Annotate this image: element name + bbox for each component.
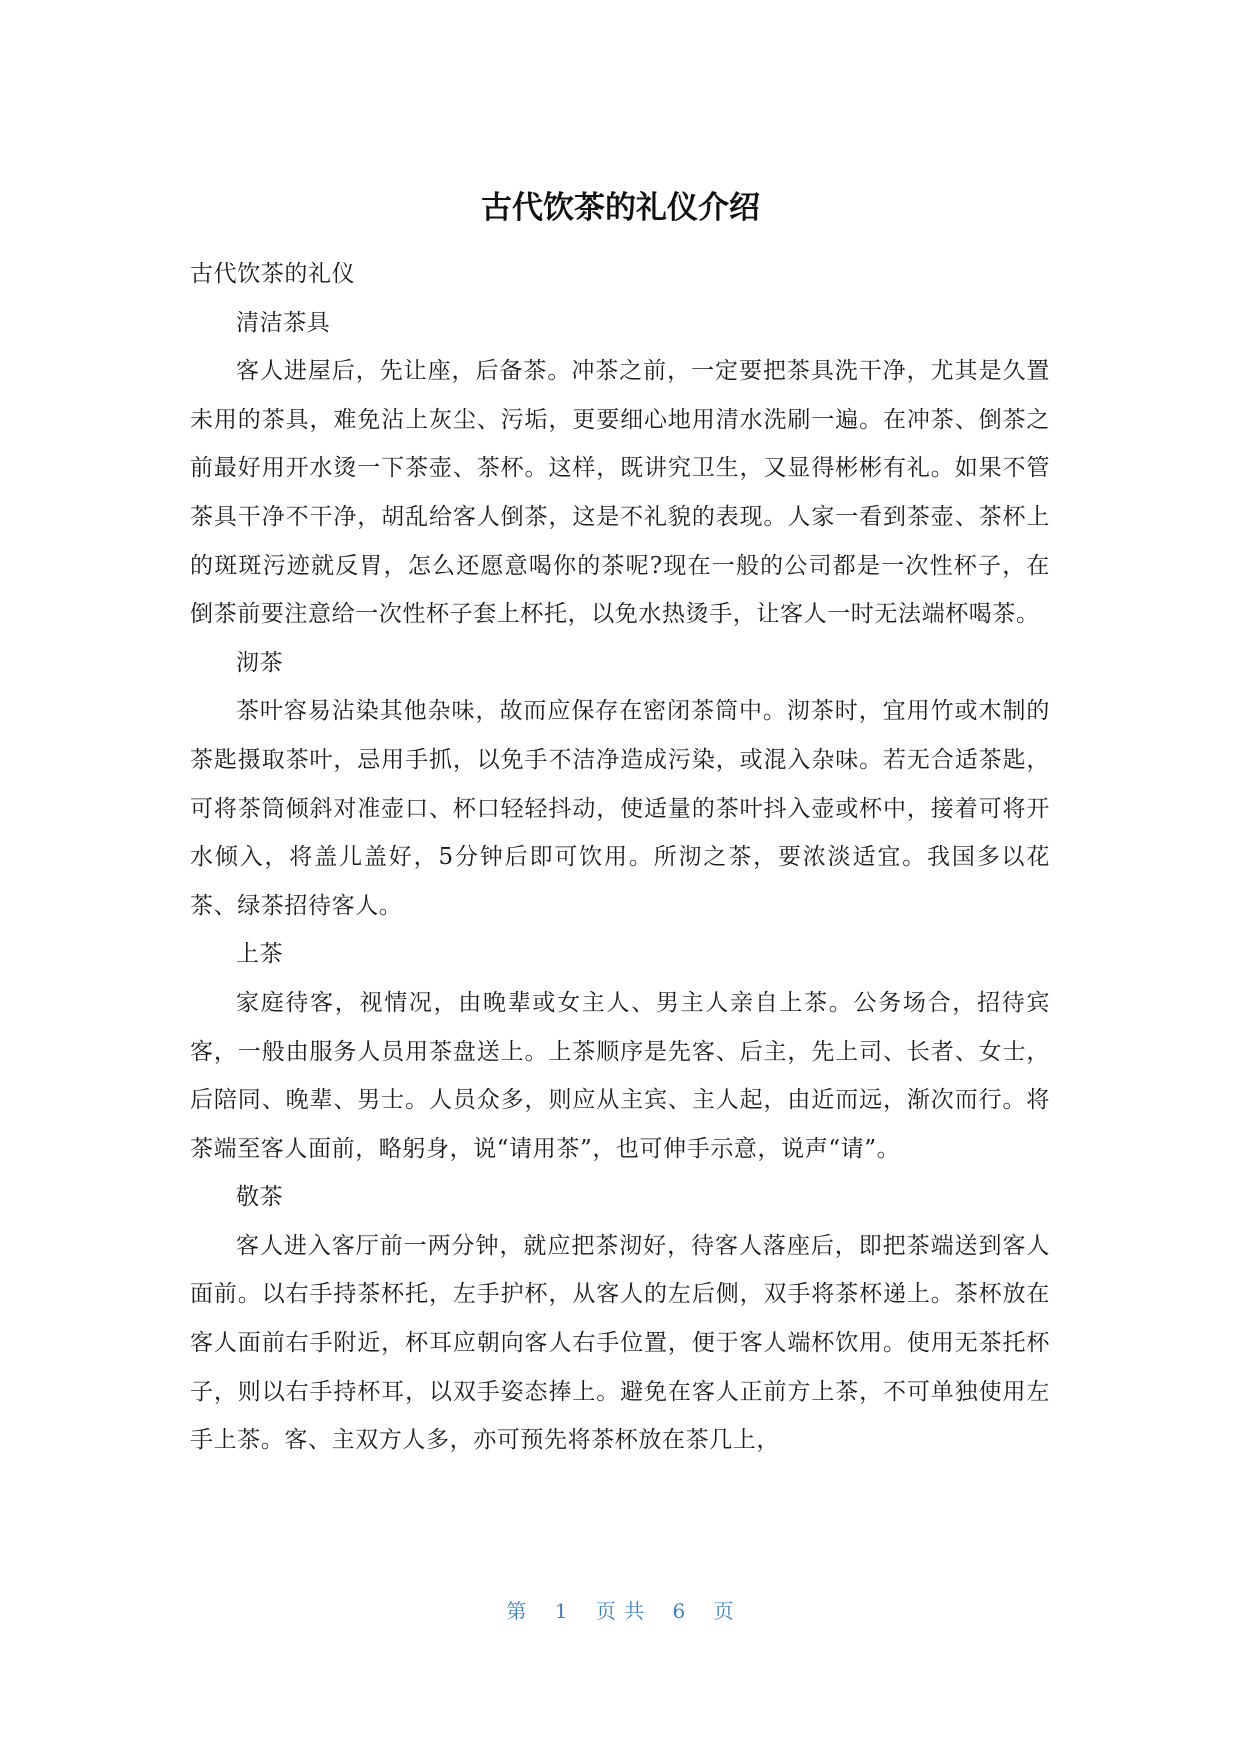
paragraph-clean-teaware: 客人进屋后，先让座，后备茶。冲茶之前，一定要把茶具洗干净，尤其是久置未用的茶具，难免沾上灰尘、污垢，更要细心地用清水洗刷一遍。在冲茶、倒茶之前最好用开水烫一下茶壶、茶杯。这样，既讲究卫生，又显得彬彬有礼。如果不管茶具干净不干净，胡乱给客人倒茶，这是不礼貌的表现。人家一看到茶壶、茶杯上的斑斑污迹就反胃，怎么还愿意喝你的茶呢?现在一般的公司都是一次性杯子，在倒茶前要注意给一次性杯子套上杯托，以免水热烫手，让客人一时无法端杯喝茶。 xyxy=(190,358,1050,628)
section-heading-offer-tea: 敬茶 xyxy=(236,1184,284,1211)
footer-label-page: 第 xyxy=(506,1599,528,1623)
section-heading-intro: 古代饮茶的礼仪 xyxy=(190,261,356,287)
section-heading-brew-tea: 沏茶 xyxy=(236,649,284,676)
paragraph-serve-tea: 家庭待客，视情况，由晚辈或女主人、男主人亲自上茶。公务场合，招待宾客，一般由服务人员用茶盘送上。上茶顺序是先客、后主，先上司、长者、女士，后陪同、晚辈、男士。人员众多，则应从主宾、主人起，由近而远，渐次而行。将茶端至客人面前，略躬身，说“请用茶”，也可伸手示意，说声“请”。 xyxy=(190,989,1050,1162)
section-heading-clean-teaware: 清洁茶具 xyxy=(236,309,331,336)
footer-label-of: 页 共 xyxy=(595,1599,646,1623)
footer-current-page: 1 xyxy=(554,1599,569,1623)
document-body xyxy=(190,250,1050,1465)
footer-total-pages: 6 xyxy=(672,1599,687,1623)
footer-label-end: 页 xyxy=(713,1599,735,1623)
page-title: 古代饮茶的礼仪介绍 xyxy=(481,190,760,226)
page-footer xyxy=(0,1597,1241,1625)
paragraph-brew-tea: 茶叶容易沾染其他杂味，故而应保存在密闭茶筒中。沏茶时，宜用竹或木制的茶匙摄取茶叶，忌用手抓，以免手不洁净造成污染，或混入杂味。若无合适茶匙，可将茶筒倾斜对准壶口、杯口轻轻抖动，使适量的茶叶抖入壶或杯中，接着可将开水倾入，将盖儿盖好，5分钟后即可饮用。所沏之茶，要浓淡适宜。我国多以花茶、绿茶招待客人。 xyxy=(190,698,1050,919)
section-heading-serve-tea: 上茶 xyxy=(236,941,284,968)
paragraph-offer-tea: 客人进入客厅前一两分钟，就应把茶沏好，待客人落座后，即把茶端送到客人面前。以右手持茶杯托，左手护杯，从客人的左后侧，双手将茶杯递上。茶杯放在客人面前右手附近，杯耳应朝向客人右手位置，便于客人端杯饮用。使用无茶托杯子，则以右手持杯耳，以双手姿态捧上。避免在客人正前方上茶，不可单独使用左手上茶。客、主双方人多，亦可预先将茶杯放在茶几上， xyxy=(190,1232,1050,1454)
